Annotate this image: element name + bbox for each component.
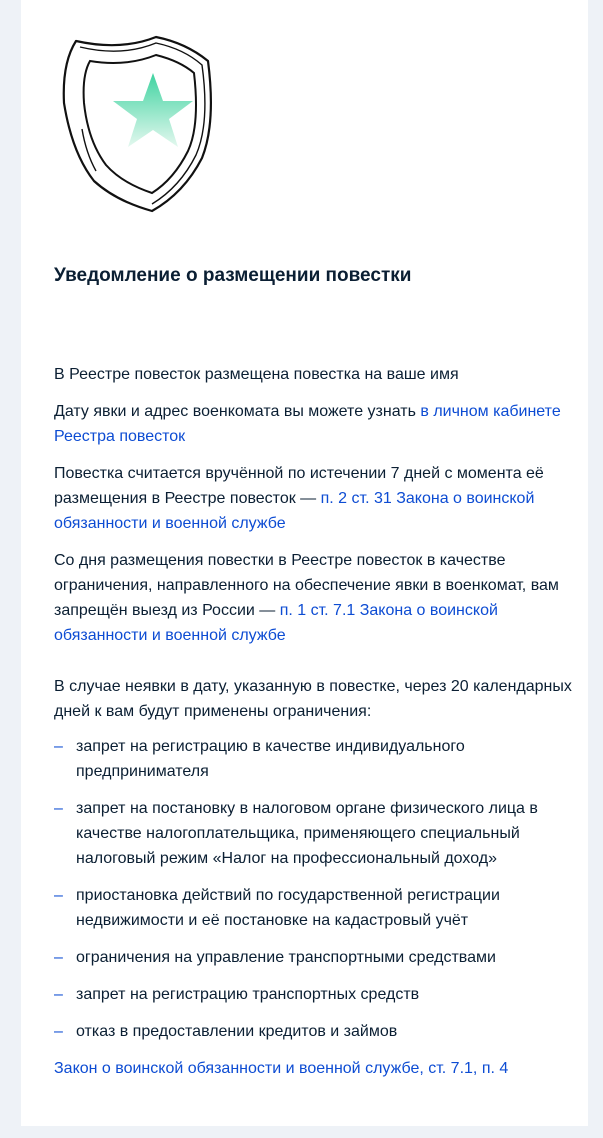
list-item: – приостановка действий по государственной регистрации недвижимости и её постановке на кадастровый учёт [54,883,576,933]
dash-icon: – [54,800,63,817]
personal-cabinet-link[interactable]: в личном кабинете Реестра повесток [54,403,561,445]
dash-icon: – [54,887,63,904]
paragraph-2-text: Дату явки и адрес военкомата вы можете узнать [54,403,421,420]
list-item: – запрет на регистрацию транспортных средств [54,982,576,1007]
restrictions-list [54,734,576,1044]
notice-paragraph-1: В Реестре повесток размещена повестка на ваше имя [54,366,459,383]
dash-icon: – [54,738,63,755]
page-title: Уведомление о размещении повестки [54,265,412,286]
notice-card [21,0,588,1126]
notice-paragraph-4 [54,548,576,648]
notice-body [54,362,576,1081]
law-footer-link[interactable]: Закон о воинской обязанности и военной службе, ст. 7.1, п. 4 [54,1060,509,1077]
list-item: – запрет на постановку в налоговом органе физического лица в качестве налогоплательщика, применяющего специальный налоговый режим «Налог на профессиональный доход» [54,796,576,871]
dash-icon: – [54,949,63,966]
notice-paragraph-5: В случае неявки в дату, указанную в повестке, через 20 календарных дней к вам будут применены ограничения: [54,678,572,720]
list-item: – отказ в предоставлении кредитов и займов [54,1019,576,1044]
list-item: – запрет на регистрацию в качестве индивидуального предпринимателя [54,734,576,784]
list-item: – ограничения на управление транспортными средствами [54,945,576,970]
shield-star-icon [56,33,216,215]
notice-paragraph-3 [54,461,576,536]
law-article-31-link[interactable]: п. 2 ст. 31 Закона о воинской обязанности и военной службе [54,490,535,532]
notice-paragraph-2 [54,399,576,449]
dash-icon: – [54,986,63,1003]
dash-icon: – [54,1023,63,1040]
paragraph-3-text: Повестка считается вручённой по истечении 7 дней с момента её размещения в Реестре повесток — [54,465,544,507]
paragraph-4-text: Со дня размещения повестки в Реестре повесток в качестве ограничения, направленного на обеспечение явки в военкомат, вам запрещён выезд из России — [54,552,559,619]
law-article-7-1-link[interactable]: п. 1 ст. 7.1 Закона о воинской обязанности и военной службе [54,602,498,644]
